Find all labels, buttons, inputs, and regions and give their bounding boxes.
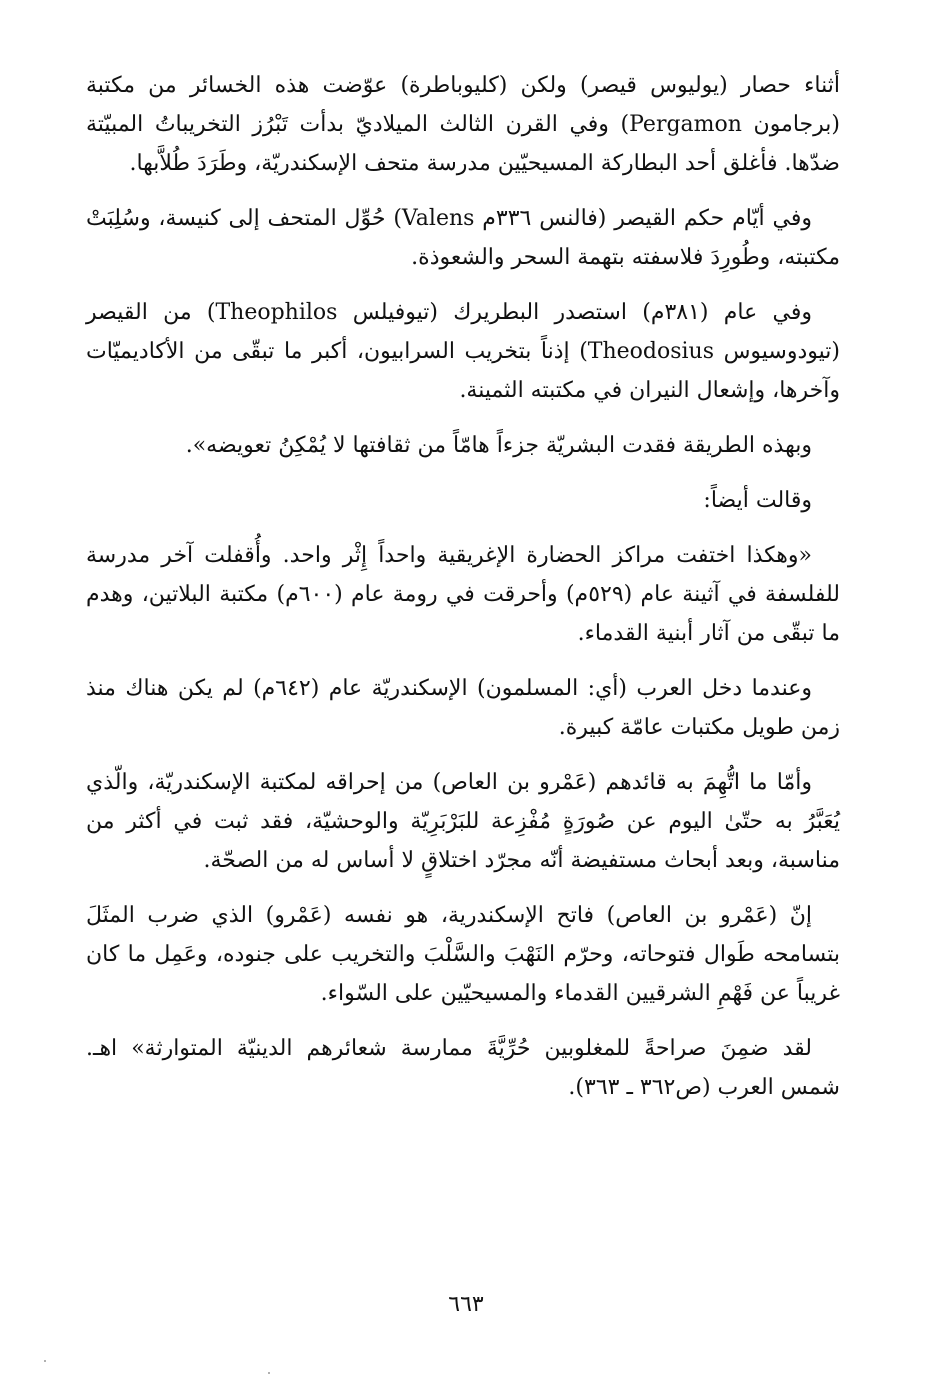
paragraph-4: وبهذه الطريقة فقدت البشريّة جزءاً هامّاً من ثقافتها لا يُمْكِنُ تعويضه». — [185, 433, 812, 458]
paragraph-3: وفي عام (٣٨١م) استصدر البطريرك (تيوفيلس Theophilos) من القيصر (تيودوسيوس Theodosius) إذناً بتخريب السرابيون، أكبر ما تبقّى من الأكاديميّات وآخرها، وإشعال النيران في مكتبته الثمينة. — [86, 300, 840, 403]
paragraph-2: وفي أيّام حكم القيصر (فالنس ٣٣٦م Valens) حُوِّل المتحف إلى كنيسة، وسُلِبَتْ مكتبته، وطُورِدَ فلاسفته بتهمة السحر والشعوذة. — [86, 206, 840, 270]
scan-speck — [268, 1372, 270, 1374]
paragraph-7: وعندما دخل العرب (أي: المسلمون) الإسكندريّة عام (٦٤٢م) لم يكن هناك منذ زمن طويل مكتبات عامّة كبيرة. — [86, 676, 840, 740]
paragraph-9: إنّ (عَمْرو بن العاص) فاتح الإسكندرية، هو نفسه (عَمْرو) الذي ضرب المثَلَ بتسامحه طَوال فتوحاته، وحرّم النَهْبَ والسَّلْبَ والتخريب على جنوده، وعَمِل ما كان غريباً عن فَهْمِ الشرقيين القدماء والمسيحيّين على السّواء. — [86, 903, 840, 1006]
paragraph-1: أثناء حصار (يوليوس قيصر) ولكن (كليوباطرة) عوّضت هذه الخسائر من مكتبة (برجامون Pergamon) وفي القرن الثالث الميلاديّ بدأت تَبْرُز التخريباتُ المبيّتة ضدّها. فأغلق أحد البطاركة المسيحيّين مدرسة متحف الإسكندريّة، وطَرَدَ طُلاَّبها. — [86, 73, 840, 176]
page-body — [86, 66, 840, 1123]
paragraph-5: وقالت أيضاً: — [703, 488, 812, 513]
scan-speck — [44, 1360, 46, 1362]
paragraph-10: لقد ضمِنَ صراحةً للمغلوبين حُرِّيَّةَ ممارسة شعائرهم الدينيّة المتوارثة» اهـ. شمس العرب (ص٣٦٢ ـ ٣٦٣). — [86, 1036, 840, 1100]
page-number: ٦٦٣ — [448, 1292, 484, 1317]
paragraph-6: «وهكذا اختفت مراكز الحضارة الإغريقية واحداً إِثْر واحد. وأُقفلت آخر مدرسة للفلسفة في آثينة عام (٥٢٩م) وأحرقت في رومة عام (٦٠٠م) مكتبة البلاتين، وهدم ما تبقّى من آثار أبنية القدماء. — [86, 543, 840, 646]
paragraph-8: وأمّا ما اتُّهِمَ به قائدهم (عَمْرو بن العاص) من إحراقه لمكتبة الإسكندريّة، والّذي يُعَبَّرُ به حتّىٰ اليوم عن صُورَةٍ مُفْزِعة للبَرْبَرِيّة والوحشيّة، فقد ثبت في أكثر من مناسبة، وبعد أبحاث مستفيضة أنّه مجرّد اختلاقٍ لا أساس له من الصحّة. — [86, 770, 840, 873]
